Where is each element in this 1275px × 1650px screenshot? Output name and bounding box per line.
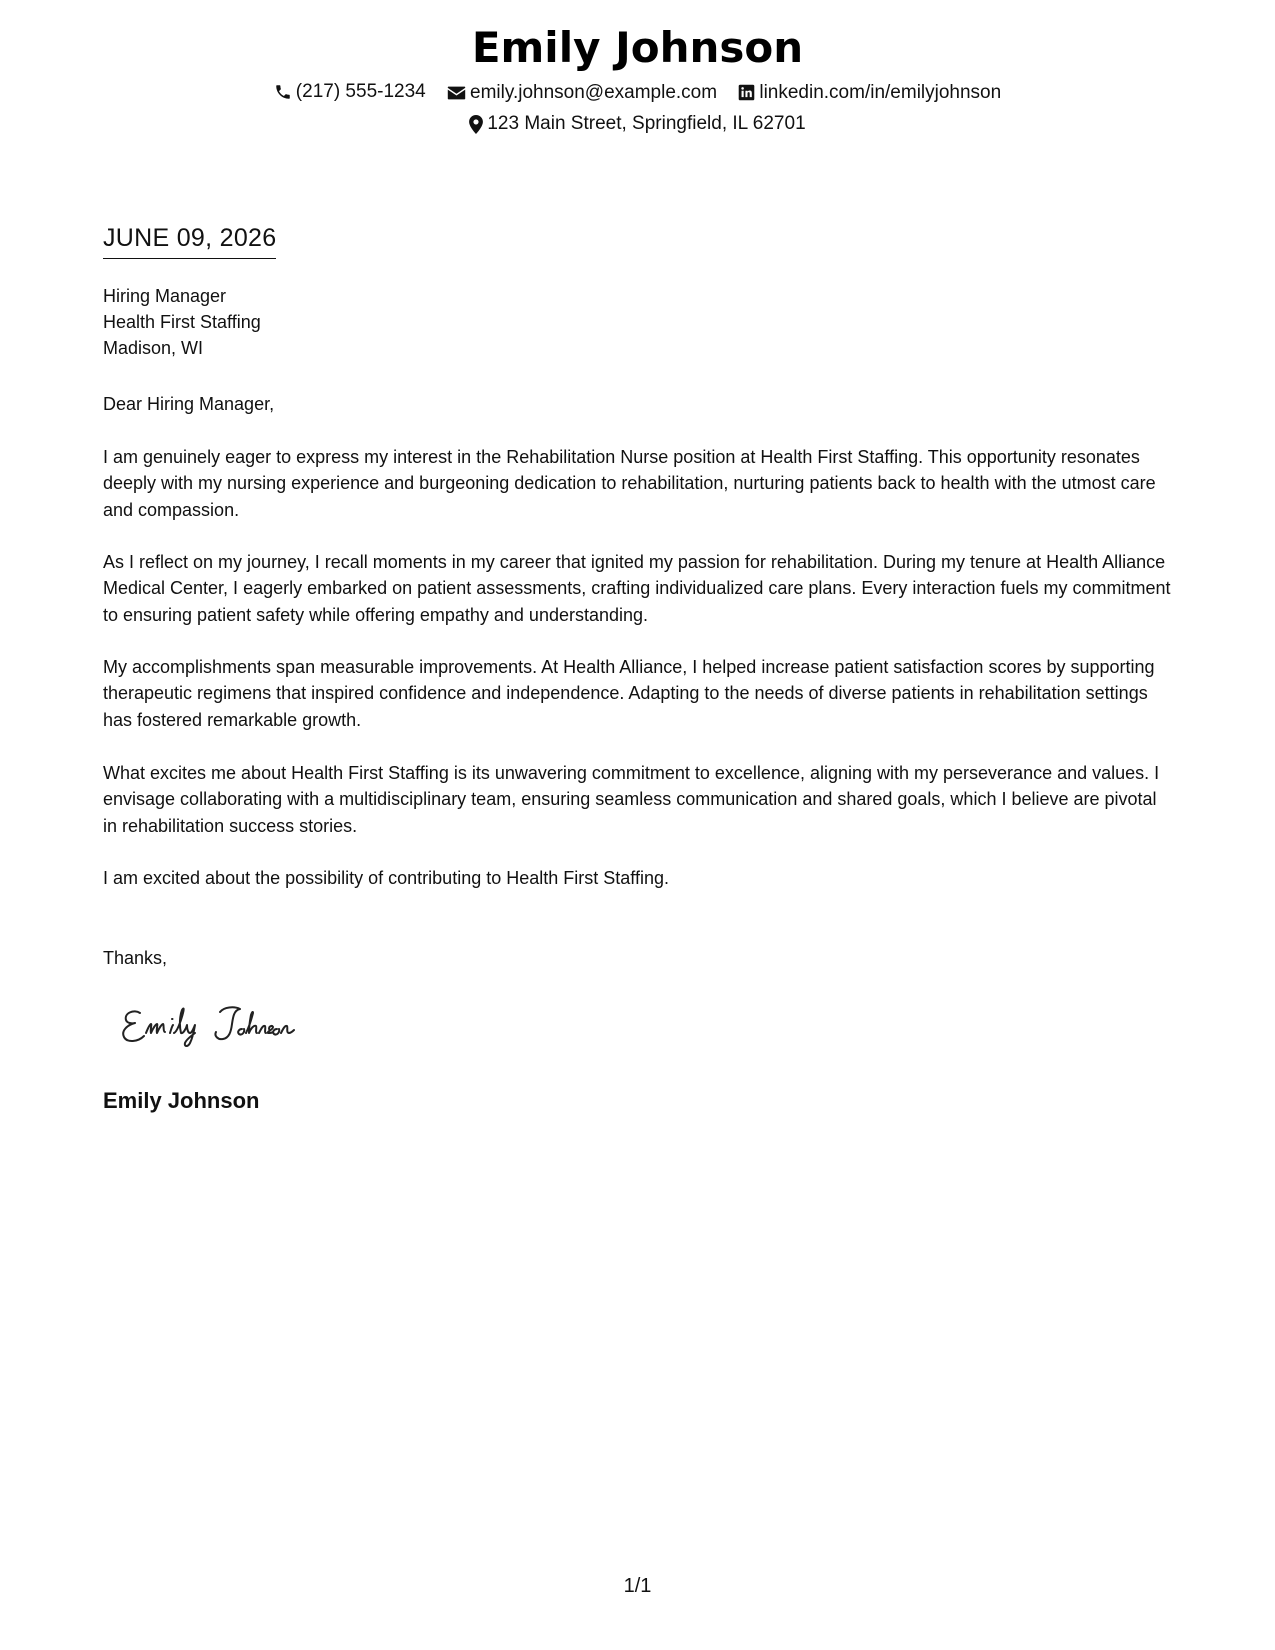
address-row xyxy=(0,111,1275,142)
envelope-icon xyxy=(447,85,466,101)
closing: Thanks, xyxy=(103,948,168,968)
address-text: 123 Main Street, Springfield, IL 62701 xyxy=(487,113,806,134)
email-link[interactable]: emily.johnson@example.com xyxy=(470,82,718,103)
applicant-name-heading: Emily Johnson xyxy=(471,23,804,72)
contact-linkedin[interactable] xyxy=(738,80,1001,106)
salutation: Dear Hiring Manager, xyxy=(103,394,275,414)
recipient-title: Hiring Manager xyxy=(103,286,227,306)
page-number: 1/1 xyxy=(623,1575,652,1597)
contact-row xyxy=(0,79,1275,109)
linkedin-icon xyxy=(738,84,755,101)
contact-phone xyxy=(274,79,426,105)
body-paragraph: I am excited about the possibility of contributing to Health First Staffing. xyxy=(103,868,669,888)
body-paragraph: I am genuinely eager to express my interest in the Rehabilitation Nurse position at Health First Staffing. This opportunity resonates deeply with my nursing experience and burgeoning dedication to rehabilitation, nurturing patients back to health with the utmost care and compassion. xyxy=(103,447,1156,520)
linkedin-link[interactable]: linkedin.com/in/emilyjohnson xyxy=(759,81,1002,103)
handwritten-signature xyxy=(118,995,348,1055)
body-paragraph: As I reflect on my journey, I recall moments in my career that ignited my passion for rehabilitation. During my tenure at Health Alliance Medical Center, I eagerly embarked on patient assessments, crafting individualized care plans. Every interaction fuels my commitment to ensuring patient safety while offering empathy and understanding. xyxy=(103,552,1171,625)
phone-icon xyxy=(274,83,292,101)
map-pin-icon xyxy=(469,115,483,134)
recipient-company: Health First Staffing xyxy=(103,312,261,332)
body-paragraph: My accomplishments span measurable improvements. At Health Alliance, I helped increase patient satisfaction scores by supporting therapeutic regimens that inspired confidence and independence. Adapting to the needs of diverse patients in rehabilitation settings has fostered remarkable growth. xyxy=(103,657,1155,730)
signed-name: Emily Johnson xyxy=(103,1088,260,1113)
contact-email[interactable] xyxy=(447,80,717,106)
recipient-location: Madison, WI xyxy=(103,338,204,358)
recipient-block xyxy=(103,283,261,361)
body-paragraph: What excites me about Health First Staffing is its unwavering commitment to excellence, aligning with my perseverance and values. I envisage collaborating with a multidisciplinary team, ensuring seamless communication and shared goals, which I believe are pivotal in rehabilitation success stories. xyxy=(103,763,1160,836)
contact-address xyxy=(469,111,805,137)
letter-date: JUNE 09, 2026 xyxy=(103,222,276,259)
phone-text: (217) 555-1234 xyxy=(295,81,426,102)
